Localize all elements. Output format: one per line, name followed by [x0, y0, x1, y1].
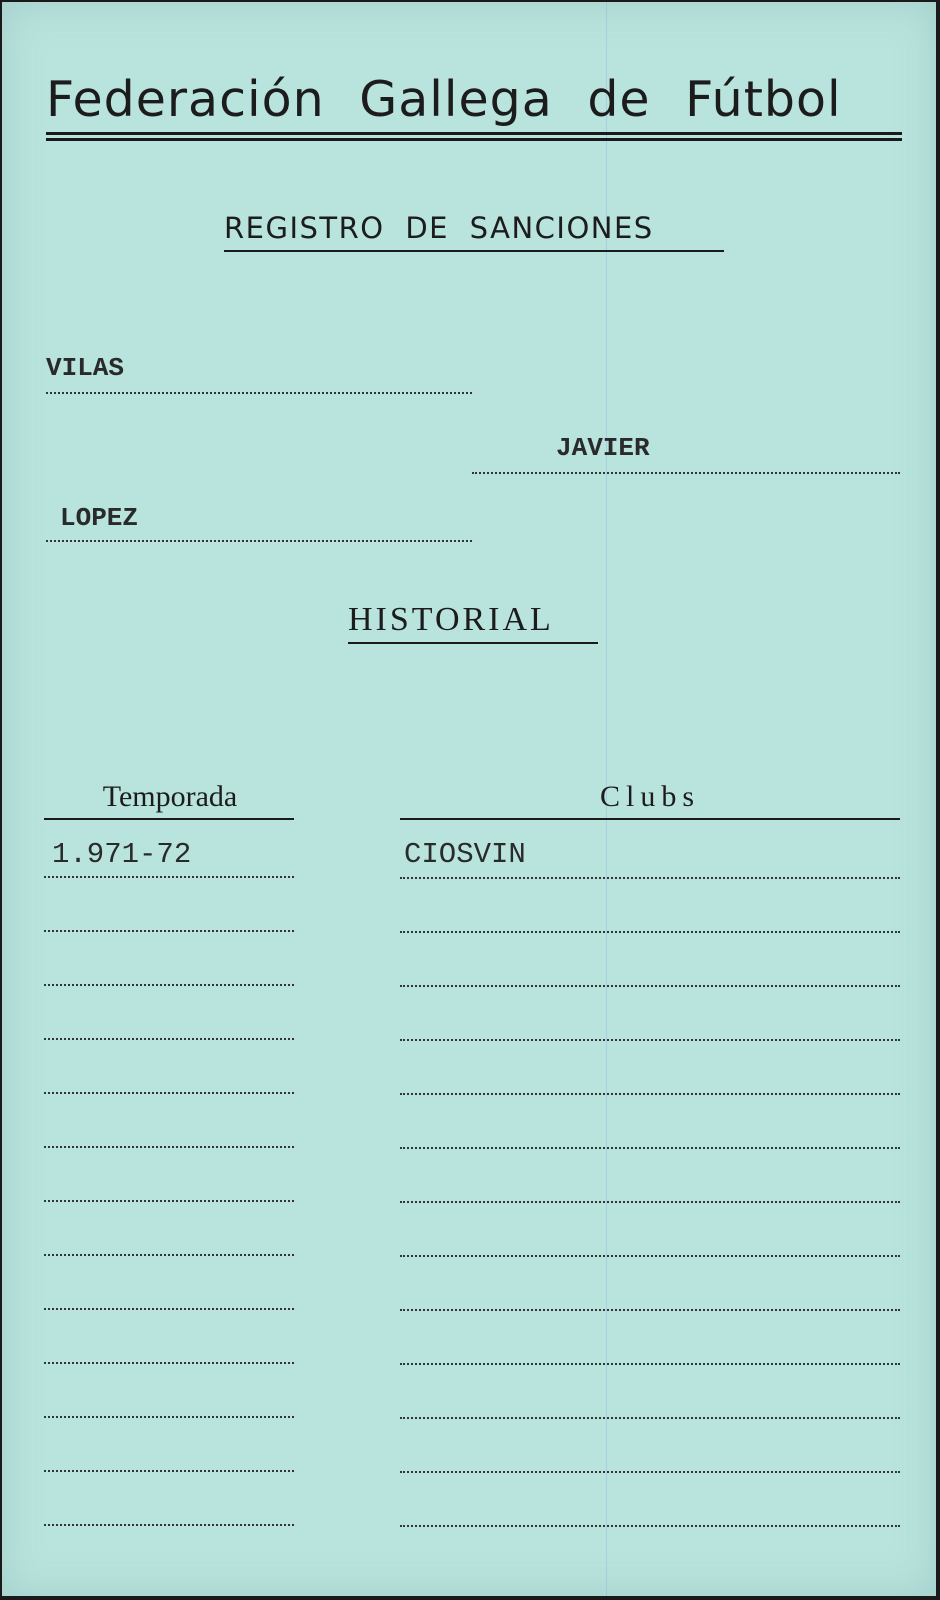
history-club-line — [400, 877, 900, 879]
title-rule-bottom — [46, 138, 902, 141]
surname1-value: VILAS — [46, 353, 125, 383]
history-temporada-cell: 1.971-72 — [52, 838, 192, 871]
history-club-line — [400, 985, 900, 987]
history-temporada-line — [44, 1308, 294, 1310]
history-club-line — [400, 1255, 900, 1257]
history-temporada-line — [44, 1146, 294, 1148]
column-rule-clubs — [400, 818, 900, 820]
given-name-value: JAVIER — [556, 433, 650, 463]
history-club-line — [400, 1417, 900, 1419]
history-club-line — [400, 1093, 900, 1095]
title-rule-top — [46, 132, 902, 135]
form-subtitle: REGISTRO DE SANCIONES — [224, 211, 654, 245]
section-title: HISTORIAL — [348, 601, 554, 638]
history-club-line — [400, 1039, 900, 1041]
history-club-line — [400, 1363, 900, 1365]
sanction-record-card — [2, 2, 936, 1596]
section-underline — [348, 642, 598, 644]
history-temporada-line — [44, 1416, 294, 1418]
given-name-line — [472, 472, 900, 474]
column-header-clubs: Clubs — [599, 780, 701, 813]
surname2-value: LOPEZ — [60, 503, 139, 533]
history-club-cell: CIOSVIN — [404, 838, 526, 871]
history-temporada-line — [44, 1254, 294, 1256]
history-temporada-line — [44, 1092, 294, 1094]
column-rule-temporada — [44, 818, 294, 820]
history-club-line — [400, 1201, 900, 1203]
history-temporada-line — [44, 1038, 294, 1040]
history-temporada-line — [44, 876, 294, 878]
history-temporada-line — [44, 1524, 294, 1526]
history-club-line — [400, 1471, 900, 1473]
history-temporada-line — [44, 1362, 294, 1364]
history-club-line — [400, 931, 900, 933]
federation-title: Federación Gallega de Fútbol — [46, 71, 842, 128]
subtitle-underline — [224, 250, 724, 252]
column-header-temporada: Temporada — [102, 780, 238, 813]
history-temporada-line — [44, 984, 294, 986]
history-temporada-line — [44, 1470, 294, 1472]
history-temporada-line — [44, 930, 294, 932]
history-temporada-line — [44, 1200, 294, 1202]
history-club-line — [400, 1147, 900, 1149]
surname1-line — [46, 392, 472, 394]
history-club-line — [400, 1525, 900, 1527]
history-club-line — [400, 1309, 900, 1311]
surname2-line — [46, 540, 472, 542]
